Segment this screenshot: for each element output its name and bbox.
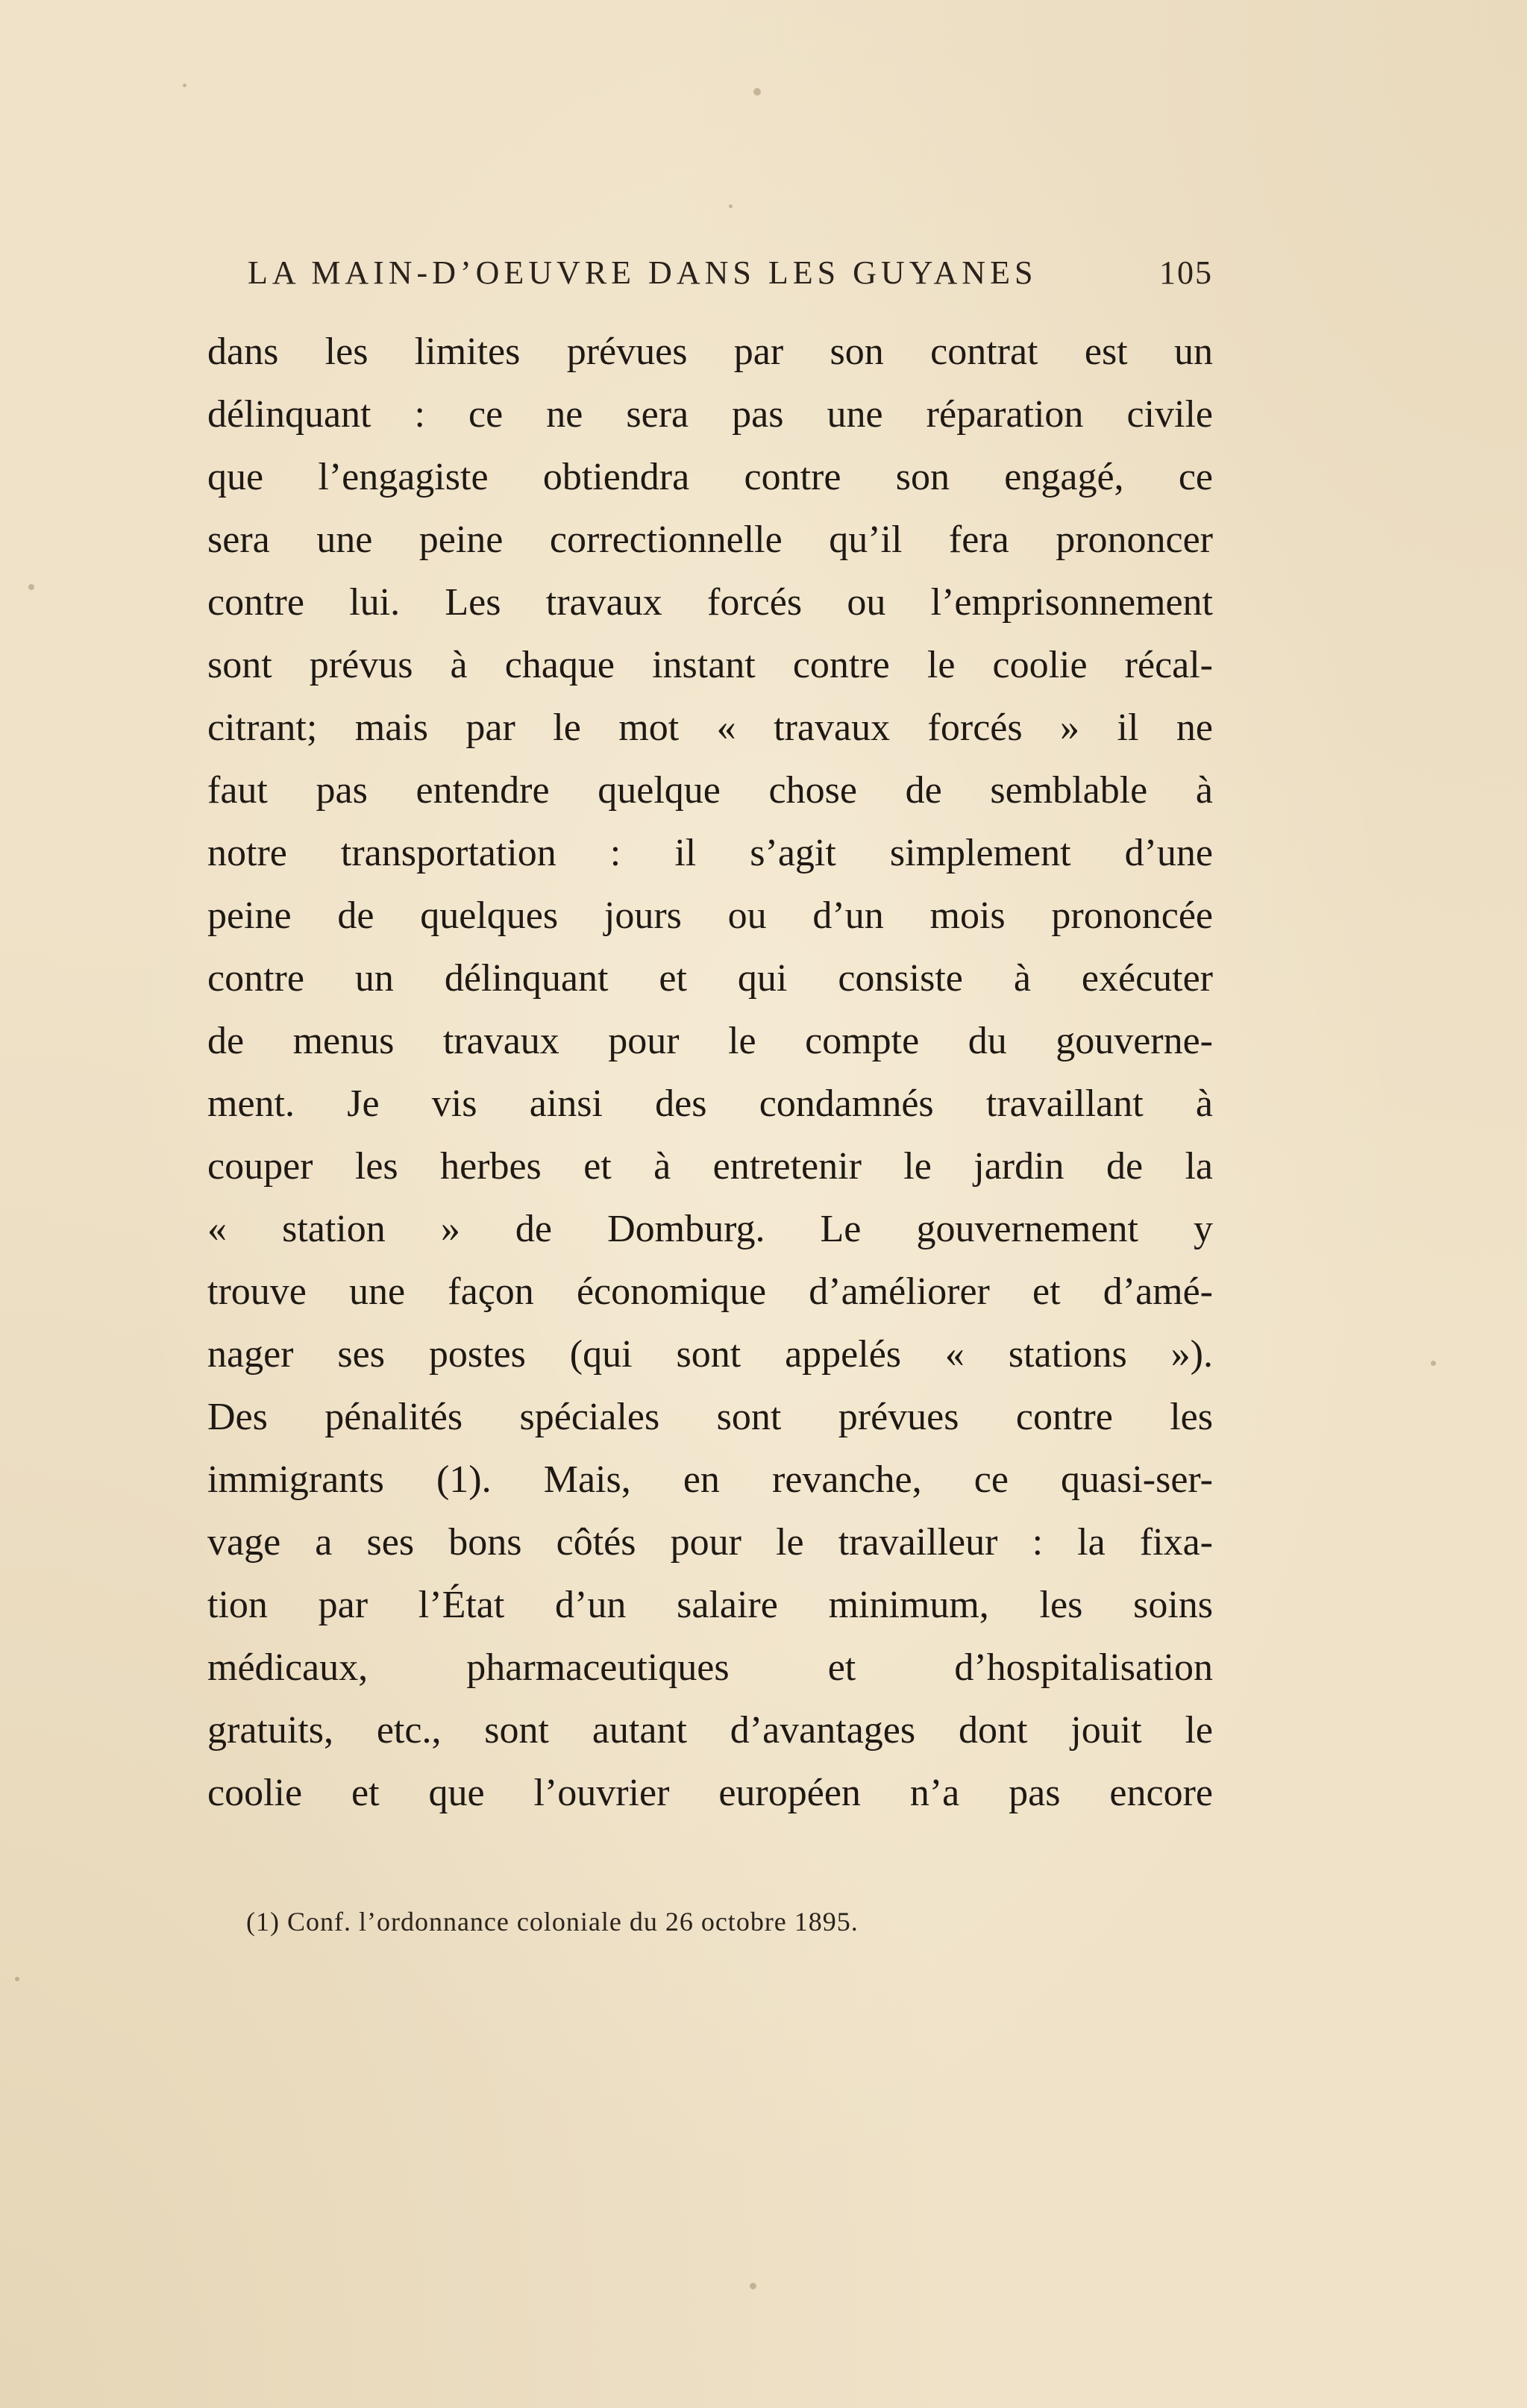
paper-speck [750, 2283, 756, 2289]
running-title: LA MAIN-D’OEUVRE DANS LES GUYANES [248, 254, 1038, 291]
text-line: contre un délinquant et qui consiste à exécuter [207, 957, 1213, 1000]
text-line: nager ses postes (qui sont appelés « stations »). [207, 1333, 1213, 1376]
text-line: coolie et que l’ouvrier européen n’a pas encore [207, 1772, 1213, 1814]
text-line: tion par l’État d’un salaire minimum, les soins [207, 1584, 1213, 1626]
text-line: contre lui. Les travaux forcés ou l’emprisonnement [207, 581, 1213, 624]
paper-speck [28, 584, 34, 590]
paper-speck [753, 88, 761, 95]
text-line: sont prévus à chaque instant contre le coolie récal- [207, 644, 1213, 686]
text-line: citrant; mais par le mot « travaux forcés » il ne [207, 706, 1213, 749]
text-line: délinquant : ce ne sera pas une réparation civile [207, 393, 1213, 436]
text-line: que l’engagiste obtiendra contre son engagé, ce [207, 456, 1213, 498]
paper-speck [1431, 1361, 1436, 1366]
page-number: 105 [1159, 254, 1213, 291]
text-line: de menus travaux pour le compte du gouverne- [207, 1020, 1213, 1062]
paper-speck [183, 84, 186, 87]
body-text [207, 321, 1213, 1825]
footnote: (1) Conf. l’ordonnance coloniale du 26 octobre 1895. [246, 1907, 859, 1937]
text-line: trouve une façon économique d’améliorer et d’amé- [207, 1270, 1213, 1313]
text-line: faut pas entendre quelque chose de semblable à [207, 769, 1213, 812]
text-line: dans les limites prévues par son contrat est un [207, 330, 1213, 373]
paper-speck [729, 204, 733, 208]
text-line: ment. Je vis ainsi des condamnés travaillant à [207, 1082, 1213, 1125]
running-header [207, 254, 1213, 298]
text-line: « station » de Domburg. Le gouvernement y [207, 1208, 1213, 1250]
text-line: notre transportation : il s’agit simplement d’une [207, 832, 1213, 874]
text-line: sera une peine correctionnelle qu’il fera prononcer [207, 518, 1213, 561]
text-line: Des pénalités spéciales sont prévues contre les [207, 1396, 1213, 1438]
text-line: gratuits, etc., sont autant d’avantages dont jouit le [207, 1709, 1213, 1752]
text-line: peine de quelques jours ou d’un mois prononcée [207, 894, 1213, 937]
text-line: médicaux, pharmaceutiques et d’hospitalisation [207, 1646, 1213, 1689]
text-line: vage a ses bons côtés pour le travailleur : la fixa- [207, 1521, 1213, 1564]
paper-speck [15, 1977, 19, 1981]
text-line: immigrants (1). Mais, en revanche, ce quasi-ser- [207, 1458, 1213, 1501]
text-line: couper les herbes et à entretenir le jardin de la [207, 1145, 1213, 1188]
